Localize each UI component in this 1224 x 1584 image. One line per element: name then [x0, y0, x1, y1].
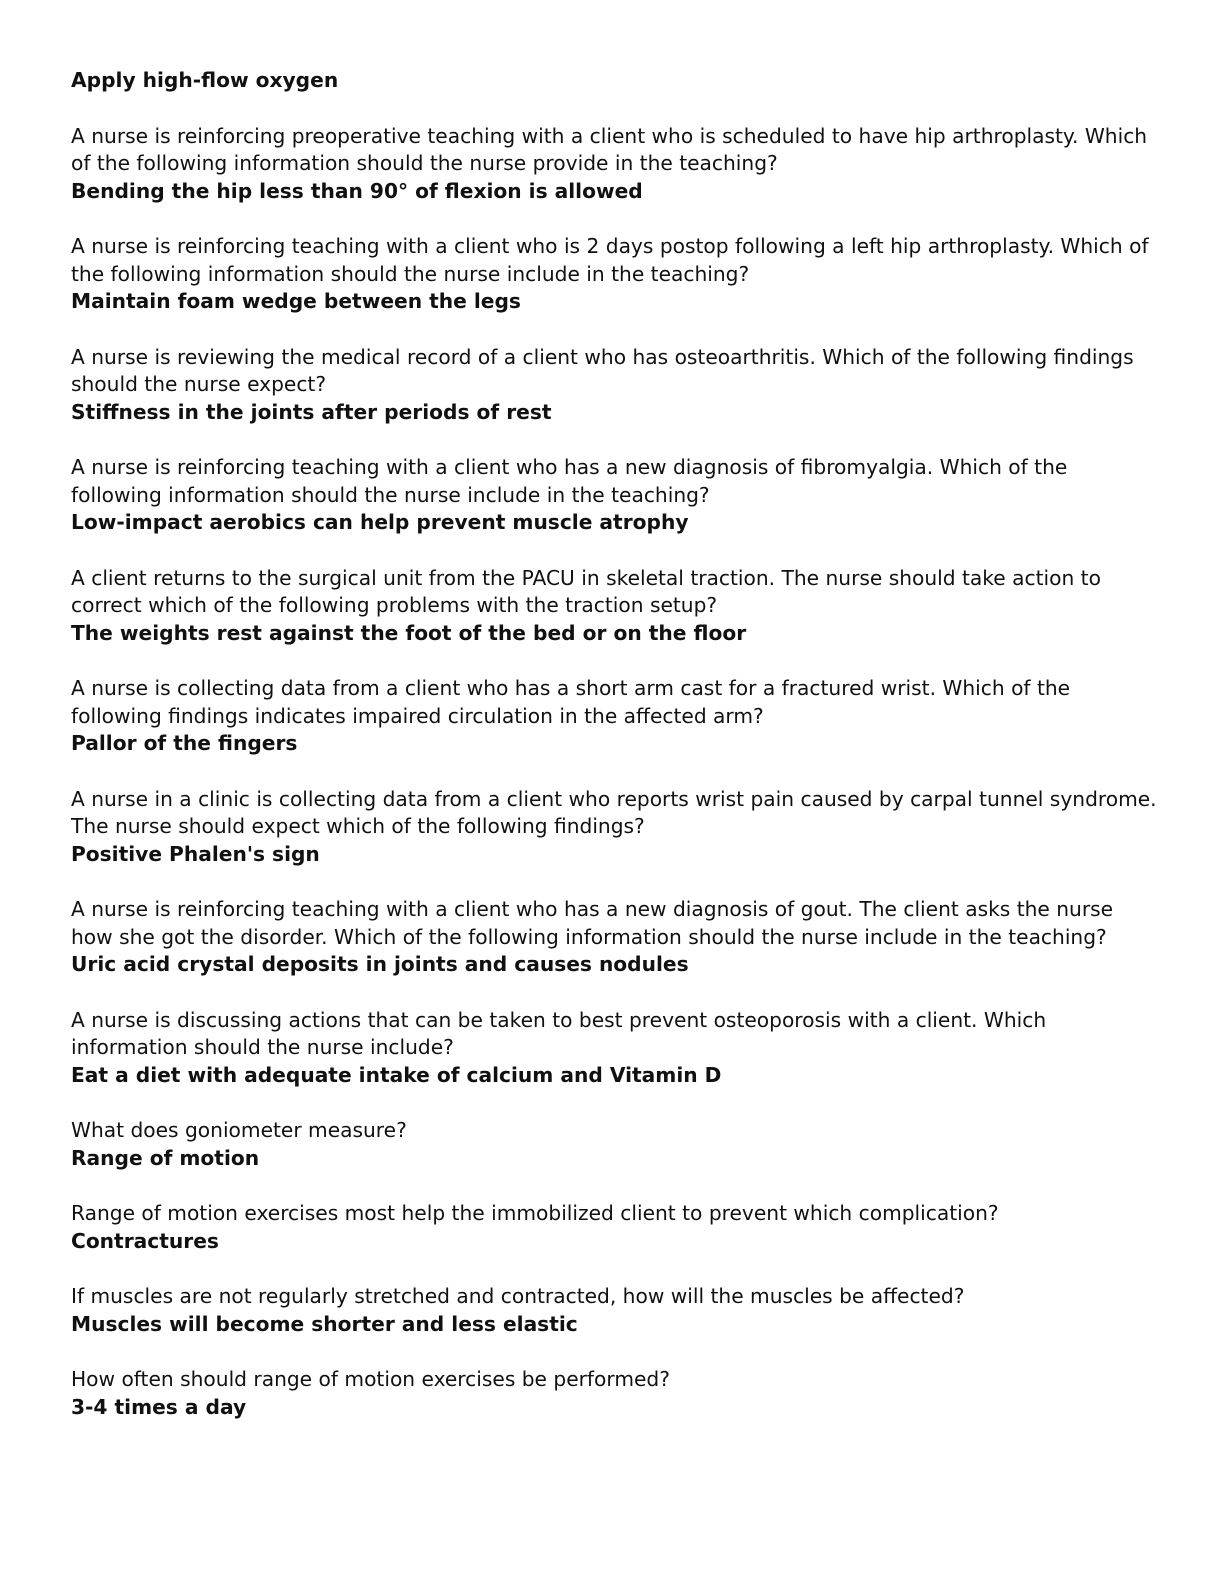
qa-item — [71, 896, 1161, 979]
qa-item — [71, 786, 1161, 869]
question-text: If muscles are not regularly stretched and contracted, how will the muscles be affected? — [71, 1284, 965, 1308]
qa-item — [71, 1200, 1161, 1255]
qa-item — [71, 1117, 1161, 1172]
qa-item — [71, 454, 1161, 537]
question-text: A nurse is reinforcing teaching with a client who is 2 days postop following a left hip arthroplasty. Which of the following information should the nurse include in the teaching? — [71, 234, 1149, 286]
question-text: A client returns to the surgical unit from the PACU in skeletal traction. The nurse should take action to correct which of the following problems with the traction setup? — [71, 565, 1101, 617]
qa-item — [71, 1007, 1161, 1090]
question-text: A nurse is reviewing the medical record of a client who has osteoarthritis. Which of the following findings should the nurse expect? — [71, 344, 1134, 396]
answer-text: Bending the hip less than 90° of flexion is allowed — [71, 178, 643, 203]
question-text: A nurse is collecting data from a client who has a short arm cast for a fractured wrist. Which of the following findings indicates impaired circulation in the affected arm? — [71, 676, 1071, 728]
qa-item — [71, 565, 1161, 648]
qa-item — [71, 675, 1161, 758]
answer-text: Maintain foam wedge between the legs — [71, 289, 521, 313]
question-text: How often should range of motion exercises be performed? — [71, 1367, 670, 1391]
question-text: What does goniometer measure? — [71, 1118, 407, 1142]
question-text: Range of motion exercises most help the immobilized client to prevent which complication? — [71, 1201, 999, 1225]
question-text: A nurse is reinforcing preoperative teaching with a client who is scheduled to have hip arthroplasty. Which of the following information should the nurse provide in the teaching? — [71, 123, 1148, 175]
qa-item — [71, 67, 1161, 95]
question-text: A nurse in a clinic is collecting data from a client who reports wrist pain caused by carpal tunnel syndrome. The nurse should expect which of the following findings? — [71, 786, 1157, 838]
qa-item — [71, 1283, 1161, 1338]
answer-text: Uric acid crystal deposits in joints and causes nodules — [71, 952, 689, 976]
answer-text: Positive Phalen's sign — [71, 841, 320, 866]
qa-item — [71, 344, 1161, 427]
answer-text: Pallor of the fingers — [71, 731, 298, 755]
answer-text: Muscles will become shorter and less elastic — [71, 1311, 578, 1336]
question-text: A nurse is discussing actions that can be taken to best prevent osteoporosis with a client. Which information should the nurse include? — [71, 1007, 1047, 1059]
qa-item — [71, 123, 1161, 206]
answer-text: Stiffness in the joints after periods of rest — [71, 399, 552, 424]
document-page — [71, 67, 1161, 1449]
question-text: A nurse is reinforcing teaching with a client who has a new diagnosis of gout. The client asks the nurse how she got the disorder. Which of the following information should the nurse include in the teaching? — [71, 897, 1114, 949]
qa-item — [71, 233, 1161, 316]
qa-item — [71, 1366, 1161, 1421]
answer-text: Eat a diet with adequate intake of calcium and Vitamin D — [71, 1062, 722, 1087]
answer-text: The weights rest against the foot of the bed or on the floor — [71, 620, 747, 645]
answer-text: Low-impact aerobics can help prevent muscle atrophy — [71, 510, 689, 534]
answer-text: Apply high-flow oxygen — [71, 68, 339, 92]
answer-text: Range of motion — [71, 1145, 260, 1170]
answer-text: Contractures — [71, 1228, 219, 1253]
question-text: A nurse is reinforcing teaching with a client who has a new diagnosis of fibromyalgia. Which of the following information should the nurse include in the teaching? — [71, 455, 1068, 507]
answer-text: 3-4 times a day — [71, 1394, 247, 1419]
